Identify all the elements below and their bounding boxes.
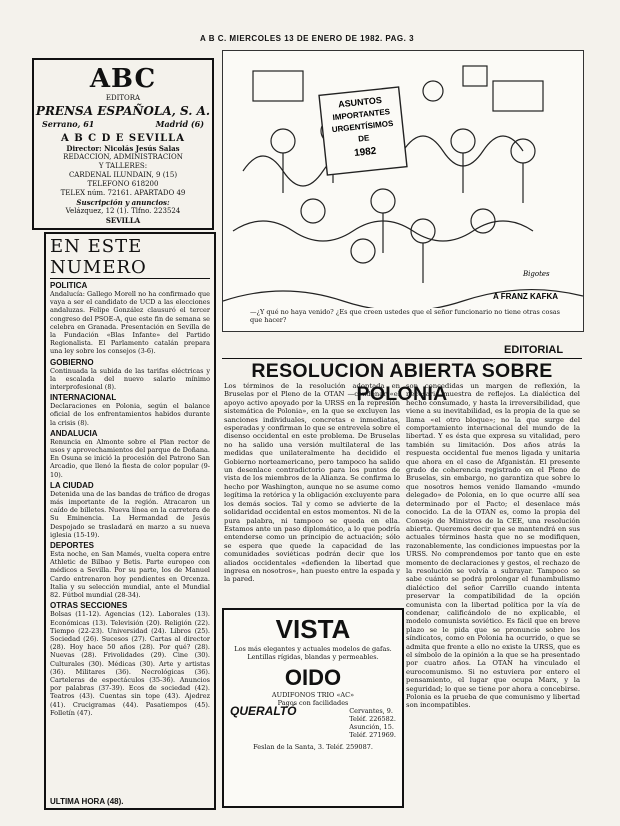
company-address <box>34 119 212 129</box>
table-of-contents <box>44 232 216 810</box>
ad-address-line: Cervantes, 9. <box>349 707 393 715</box>
masthead <box>32 58 214 230</box>
address-right: Madrid (6) <box>155 119 204 129</box>
ad-address-line: Asunción, 15. <box>349 723 394 731</box>
office-line: Y TALLERES: <box>98 162 148 170</box>
ad-vista-text: Los más elegantes y actuales modelos de gafas. Lentillas rígidas, blandas y permeables. <box>234 645 392 661</box>
sign-line: 1982 <box>353 145 377 160</box>
editorial-column-1: Los términos de la resolución adoptada en Bruselas por el Pleno de la OTAN —condenar «el apoyo activo apoyado por la URSS en la represión sistemática de Polonia», en la que se excluyen las sanciones individuales, concretas e inmediatas, esperadas y confirman lo que se entrevela sobre el disenso occidental en este problema. De Bruselas no ha salido una versión multilateral de las medidas que unilateralmente ha decidido el Gobierno norteamericano, pero tampoco ha salido un desenlace contradictorio para los puntos de vista de los miembros de la Alianza. Se confirma lo hecho por Washington, aunque no se asume como legítima la retórica y la obligación excluyente para los demás socios. Tal y como se advierte de la solidaridad occidental en estos momentos. Ni de la pura palabra, ni tampoco se queda en ella. Estamos ante un paso diplomático, a lo que podría entenderse como un principio de actuación; sólo se espera que quede la capacidad de las comunidades soviéticas podrán decir que los aliados occidentales «defienden la libertad que ingresa en nosotros», han puesto entre la espada y la pared. <box>224 382 400 584</box>
city: SEVILLA <box>105 216 141 225</box>
edition-title: A B C D E SEVILLA <box>61 133 185 144</box>
toc-section-title: DEPORTES <box>50 541 95 551</box>
director: Director: Nicolás Jesús Salas <box>66 144 180 153</box>
sign-line: ASUNTOS <box>337 94 383 110</box>
toc-section-body: Renuncia en Almonte sobre el Plan rector de usos y aprovechamientos del parque de Doñana. En Osuna se inició la procesión del Patrono San Arcadio, que llenó la fiesta de color popular (9-10). <box>50 437 210 479</box>
toc-section-title: LA CIUDAD <box>50 480 94 490</box>
page-header: A B C. MIERCOLES 13 DE ENERO DE 1982. PAG. 3 <box>200 34 415 43</box>
office-line: TELEX núm. 72161. APARTADO 49 <box>60 189 186 197</box>
cartoon-artist: Bigotes <box>523 270 550 278</box>
ad-oido-sub: AUDIFONOS TRIO «AC» <box>271 691 355 699</box>
office-line: CARDENAL ILUNDAIN, 9 (15) <box>68 171 178 179</box>
masthead-logo: ABC <box>89 64 157 94</box>
ad-oido-title: OIDO <box>284 665 342 690</box>
cartoon-signature: A FRANZ KAFKA <box>493 292 559 301</box>
ad-address-line: Teléf. 226582. <box>349 715 396 723</box>
toc-section-body: Continuada la subida de las tarifas eléctricas y la escalada del nuevo salario mínimo interprofesional (8). <box>50 366 210 392</box>
sign-line: DE <box>357 133 370 144</box>
ultima-hora: ULTIMA HORA (48). <box>50 797 124 806</box>
toc-section-body: Declaraciones en Polonia, según el balance oficial de los enfrentamientos habidos durante la crisis (8). <box>50 402 210 427</box>
ad-address-block <box>349 707 396 739</box>
toc-section-body: Andalucía: Gallego Morell no ha confirmado que vaya a ser el candidato de UCD a las elecciones andaluzas. Felipe González clausuró el tercer congreso del PSOE-A, que este fin de semana se celebra en Granada. Presentación en Sevilla de la Fundación «Blas Infante» del Partido Regionalista. El Parlamento catalán prepara una ley sobre los consejos (3-6). <box>50 290 210 356</box>
sign-line: IMPORTANTES <box>332 107 391 123</box>
ad-footer: Feslan de la Santa, 3. Teléf. 259087. <box>253 743 373 751</box>
editorial-label: EDITORIAL <box>504 344 564 356</box>
toc-section <box>46 358 214 392</box>
advertisement <box>222 608 404 808</box>
toc-section-body: Bolsas (11-12). Agencias (12). Laborales (13). Económicas (13). Televisión (20). Religión (22). Tiempo (22-23). Universidad (24). Libros (25). Sociedad (26). Sucesos (27). Cartas al director (28). Hoy hace 50 años (28). Por qué? (28). Nuevas (28). Frivolidades (29). Cine (30). Culturales (30). Médicas (30). Arte y artistas (36). Militares (36). Necrológicas (36). Carteleras de espectáculos (35-36). Anuncios por palabras (37-39). Ecos de sociedad (42). Teatros (43). Cuentas sin tope (43). Ajedrez (41). Crucigramas (44). Pasatiempos (45). Folletín (47). <box>50 610 210 717</box>
ad-logo: QUERALTÓ <box>230 704 297 718</box>
ad-address-line: Teléf. 271969. <box>349 731 396 739</box>
toc-section-body: Esta noche, en San Mamés, vuelta copera entre Athletic de Bilbao y Betis. Parte europeo con médicos a Sevilla. Por su parte, los de Manuel Cardo entrenaron hoy pendientes en Orcenza. Italia y su selección mundial, ante el Mundial 82. Fútbol mundial (28-34). <box>50 550 210 600</box>
toc-section-title: INTERNACIONAL <box>50 393 117 403</box>
editor-label: EDITORA <box>105 94 141 102</box>
ad-addresses <box>224 704 402 739</box>
editorial-column-2: son concedidas un margen de reflexión, la necesaria muestra de reflejos. La dialéctica del hecho consumado, y hasta la irreversibilidad, que viene a su inevitabilidad, es la propia de la que se llama «el otro bloque»; no la que surge del comportamiento internacional del mundo de la libertad. Y es ésta que expresa su vitalidad, pero también su limitación. Dos años atrás la respuesta occidental fue menos ligada y unitaria que ahora en el caso de Afganistán. El presente grado de coherencia registrado en el Pleno de Bruselas, sin embargo, no garantiza que sobre lo que nosotros hemos venido llamando «mundo delegado» de Polonia, en lo que ocurre allí sea determinado por el Pacto; el desenlace más conocido. La de la OTAN es, como la propia del Consejo de Ministros de la CEE, una resolución abierta. Queremos decir que se mantendrá en sus actuales términos hasta que no se modifiquen, razonablemente, las condiciones impuestas por la URSS. No comprendemos por tanto que en este momento de declaraciones y gestos, el rechazo de la resolución se volvía a subrayar. Tampoco se sabe cuánto se podrá prolongar el funambulismo dialéctico del señor Carrillo cuando intenta preservar la compatibilidad de la opción comunista con la libertad política por la vía de condenar, calificándolo de no explicable, el modelo comunista soviético. Es fácil que en breve plazo se le pida que se pronuncie sobre los síndicatos, como en Polonia ha ocurrido, o que se admita que frente a ello no existe la URSS, que es el símbolo de la opinión a la que se ha presentado por cuatro años. La OTAN ha vinculado el eurocomunismo. Si no estuviera por entero el pensamiento, el lugar que ocupa Marx, y la seguridad; lo que se tiene por ahora a concebirse. Polonia es la prueba de que comunismo y libertad son incompatibles. <box>406 382 580 710</box>
ad-vista-title: VISTA <box>275 614 351 644</box>
toc-section-body: Detenida una de las bandas de tráfico de drogas más importante de la región. Atracaron un caído de billetes. Nueva línea en la carretera de Su Eminencia. La Hermandad de Jesús Despojado se trasladará en marzo a su nueva iglesia (15-19). <box>50 489 210 539</box>
company-name: PRENSA ESPAÑOLA, S. A. <box>35 104 211 118</box>
subs-line: Suscripción y anuncios: <box>76 198 170 207</box>
cartoon-caption: —¿Y qué no haya venido? ¿Es que creen ustedes que el señor funcionario no tiene otras cosas que hacer? <box>250 308 570 324</box>
toc-title: EN ESTE NUMERO <box>50 236 210 279</box>
toc-section-title: ANDALUCIA <box>50 428 98 438</box>
sign-line: URGENTÍSIMOS <box>331 118 394 135</box>
toc-section-title: POLITICA <box>50 281 88 290</box>
ad-oido-sub: Pagos con facilidades <box>277 699 349 707</box>
toc-section <box>46 601 214 717</box>
toc-section <box>46 541 214 599</box>
toc-section <box>46 429 214 479</box>
toc-section <box>46 393 214 427</box>
cartoon-drawing <box>223 51 583 331</box>
subs-line: Velázquez, 12 (1). Tlfno. 223524 <box>65 207 181 215</box>
address-left: Serrano, 61 <box>42 119 95 129</box>
toc-sections <box>46 281 214 717</box>
office-line: TELEFONO 618200 <box>87 180 159 188</box>
toc-section-title: GOBIERNO <box>50 357 94 367</box>
editorial-headline: RESOLUCION ABIERTA SOBRE POLONIA <box>251 360 553 405</box>
office-line: REDACCION, ADMINISTRACION <box>63 153 183 161</box>
toc-section <box>46 481 214 539</box>
divider <box>222 358 582 359</box>
editorial-cartoon <box>222 50 584 332</box>
toc-section <box>46 281 214 356</box>
toc-section-title: OTRAS SECCIONES <box>50 601 128 611</box>
